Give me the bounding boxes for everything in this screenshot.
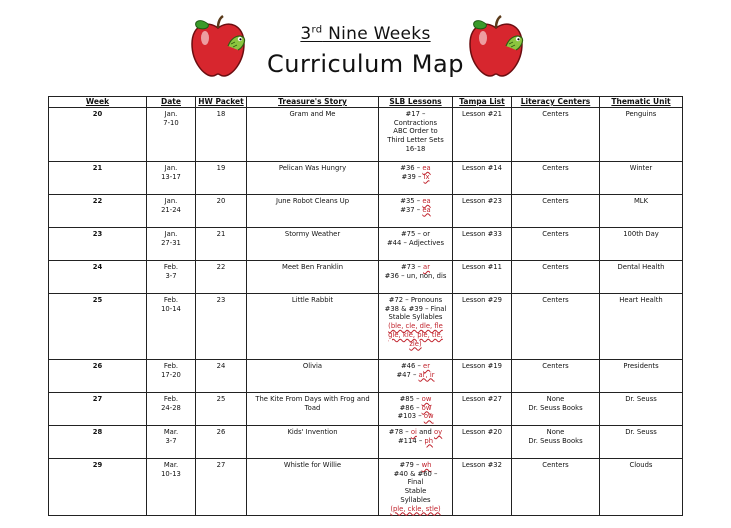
slb-lesson-text: Syllables [400,495,431,504]
literacy-center-item: Dr. Seuss Books [528,436,583,445]
tampa-list-cell [453,360,512,393]
slb-lesson-line [381,305,450,314]
slb-lesson-line [381,239,450,248]
slb-lessons-cell [379,459,453,516]
thematic-unit-cell [600,426,683,459]
literacy-center-item: Dr. Seuss Books [528,403,583,412]
slb-lesson-pattern: ea [422,164,431,172]
slb-lesson-line [381,145,450,154]
thematic-unit-name: Winter [629,164,653,172]
hw-packet-number: 27 [216,461,226,469]
thematic-unit-name: Dr. Seuss [625,428,657,436]
date-cell [147,261,196,294]
slb-lesson-text: Third Letter Sets [387,136,444,145]
week-number: 28 [92,428,103,436]
slb-lesson-text: #114 – [397,436,425,445]
literacy-centers-cell [512,108,600,162]
slb-lesson-line [381,478,450,487]
table-row [49,228,683,261]
literacy-center-item: Centers [542,164,569,172]
date-line: Jan. [164,110,178,118]
hw-packet-cell [196,108,247,162]
thematic-unit-name: Heart Health [619,296,663,304]
hw-packet-cell [196,195,247,228]
literacy-centers-cell [512,360,600,393]
literacy-center-item: None [546,428,565,436]
slb-lessons-cell [379,261,453,294]
thematic-unit-name: Clouds [629,461,653,469]
thematic-unit-name: Presidents [623,362,659,370]
tampa-lesson: Lesson #11 [462,263,502,271]
story-cell [247,393,379,426]
table-row [49,459,683,516]
slb-lesson-pattern: zle) [409,339,422,348]
week-cell [49,228,147,261]
table-body [49,108,683,516]
column-header-hw-packet: HW Packet [196,97,247,108]
column-header-literacy-centers: Literacy Centers [512,97,600,108]
tampa-lesson: Lesson #32 [462,461,502,469]
date-cell [147,459,196,516]
slb-lessons-cell [379,426,453,459]
tampa-list-cell [453,261,512,294]
curriculum-table [48,96,683,516]
week-number: 21 [92,164,103,172]
date-cell [147,108,196,162]
literacy-center-item: Centers [542,296,569,304]
slb-lesson-text: Stable [404,487,427,496]
week-number: 29 [92,461,103,469]
tampa-lesson: Lesson #19 [462,362,502,370]
date-line: Mar. [163,461,179,469]
column-header-story: Treasure's Story [247,97,379,108]
tampa-list-cell [453,393,512,426]
week-number: 25 [92,296,103,304]
literacy-center-item: Centers [542,230,569,238]
hw-packet-number: 22 [216,263,226,271]
thematic-unit-cell [600,459,683,516]
hw-packet-number: 21 [216,230,226,238]
slb-lesson-line [381,412,450,421]
story-title: Pelican Was Hungry [278,164,347,172]
tampa-lesson: Lesson #27 [462,395,502,403]
slb-lesson-line [381,206,450,215]
column-header-slb-lessons: SLB Lessons [379,97,453,108]
literacy-centers-cell [512,261,600,294]
table-header-row [49,97,683,108]
slb-lesson-line [381,164,450,173]
slb-lesson-pattern: ar [423,263,431,271]
slb-lessons-cell [379,294,453,360]
slb-lesson-pattern: ar, ir [418,370,435,379]
hw-packet-number: 18 [216,110,226,118]
thematic-unit-cell [600,393,683,426]
thematic-unit-cell [600,108,683,162]
slb-lessons-cell [379,228,453,261]
story-title: Little Rabbit [291,296,334,304]
literacy-centers-cell [512,426,600,459]
slb-lessons-cell [379,360,453,393]
slb-lesson-line [381,428,450,437]
thematic-unit-cell [600,195,683,228]
slb-lesson-pattern: er [423,362,431,370]
page-header [0,0,731,96]
slb-lesson-text: #36 – [400,164,423,172]
date-line: 17-20 [161,370,181,379]
week-cell [49,426,147,459]
hw-packet-number: 23 [216,296,226,304]
tampa-list-cell [453,108,512,162]
week-cell [49,459,147,516]
literacy-centers-cell [512,393,600,426]
date-cell [147,228,196,261]
date-cell [147,426,196,459]
date-line: Jan. [164,197,178,205]
hw-packet-number: 24 [216,362,226,370]
slb-lesson-pattern: ow [421,395,432,403]
date-line: 3-7 [165,271,177,280]
column-header-thematic-unit: Thematic Unit [600,97,683,108]
week-cell [49,393,147,426]
tampa-list-cell [453,459,512,516]
slb-lesson-pattern: ow [421,403,432,412]
story-cell [247,261,379,294]
slb-lesson-pattern: wh [421,461,432,469]
story-cell [247,162,379,195]
story-cell [247,108,379,162]
tampa-lesson: Lesson #29 [462,296,502,304]
date-line: Jan. [164,230,178,238]
slb-lesson-text: ABC Order to [393,127,438,136]
slb-lesson-text: #103 – [397,412,424,421]
week-cell [49,162,147,195]
week-cell [49,360,147,393]
hw-packet-cell [196,228,247,261]
slb-lesson-text: #75 – or [400,230,431,238]
column-header-tampa-list: Tampa List [453,97,512,108]
slb-lesson-text: #40 & #60 – [393,469,438,478]
hw-packet-cell [196,261,247,294]
slb-lesson-line [381,110,450,119]
thematic-unit-cell [600,294,683,360]
thematic-unit-name: Penguins [625,110,657,118]
column-header-week: Week [49,97,147,108]
story-title: Kids' Invention [287,428,338,436]
literacy-center-item: Centers [542,110,569,118]
slb-lesson-text: #72 – Pronouns [388,296,443,304]
slb-lesson-text: #35 – [400,197,423,205]
slb-lesson-line [381,331,450,340]
slb-lesson-line [381,322,450,331]
date-line: 27-31 [161,238,181,247]
date-line: Feb. [163,263,179,271]
tampa-list-cell [453,426,512,459]
slb-lesson-text: Final [407,478,424,487]
slb-lesson-line [381,136,450,145]
hw-packet-cell [196,459,247,516]
week-number: 27 [92,395,103,403]
slb-lesson-pattern: ix [423,172,430,181]
slb-lesson-text: #38 & #39 – Final [384,304,447,313]
slb-lessons-cell [379,162,453,195]
slb-lesson-line [381,230,450,239]
slb-lesson-line [381,437,450,446]
literacy-center-item: Centers [542,362,569,370]
table-row [49,108,683,162]
slb-lesson-text: #73 – [400,263,424,271]
literacy-centers-cell [512,228,600,261]
slb-lesson-line [381,197,450,206]
slb-lesson-text: 16-18 [405,144,426,153]
week-cell [49,108,147,162]
literacy-centers-cell [512,294,600,360]
slb-lesson-line [381,296,450,305]
slb-lesson-text: Contractions [393,118,438,127]
slb-lesson-text: #46 – [400,362,424,370]
slb-lesson-text: and [416,428,435,436]
slb-lesson-line [381,461,450,470]
tampa-lesson: Lesson #33 [462,230,502,238]
thematic-unit-name: 100th Day [623,230,659,238]
slb-lesson-pattern: ow [423,412,434,421]
story-cell [247,228,379,261]
date-cell [147,294,196,360]
hw-packet-number: 19 [216,164,226,172]
story-title: Meet Ben Franklin [281,263,344,271]
date-line: Feb. [163,296,179,304]
slb-lesson-text: #85 – [399,395,422,403]
slb-lesson-pattern: gle, kle, ple, tle, [388,330,443,339]
table-row [49,195,683,228]
thematic-unit-cell [600,360,683,393]
slb-lesson-text: #78 – [388,428,411,436]
date-line: 10-14 [161,304,181,313]
page-title: Curriculum Map [267,50,464,78]
slb-lesson-text: #39 – [401,172,424,181]
thematic-unit-name: Dr. Seuss [625,395,657,403]
tampa-lesson: Lesson #23 [462,197,502,205]
slb-lesson-text: #17 – [405,110,426,118]
slb-lesson-line [381,404,450,413]
hw-packet-cell [196,162,247,195]
week-cell [49,294,147,360]
slb-lesson-text: #37 – [400,205,423,214]
date-cell [147,162,196,195]
date-line: Feb. [163,395,179,403]
story-cell [247,360,379,393]
slb-lesson-line [381,272,450,281]
date-line: 7-10 [163,118,179,127]
column-header-date: Date [147,97,196,108]
tampa-list-cell [453,294,512,360]
slb-lesson-line [381,371,450,380]
hw-packet-number: 25 [216,395,226,403]
slb-lesson-text: #86 – [399,403,422,412]
tampa-list-cell [453,195,512,228]
date-line: 13-17 [161,172,181,181]
slb-lesson-line [381,496,450,505]
story-cell [247,294,379,360]
story-cell [247,195,379,228]
story-title: Gram and Me [289,110,336,118]
slb-lesson-pattern: ea [422,197,431,205]
literacy-centers-cell [512,195,600,228]
week-number: 26 [92,362,103,370]
thematic-unit-cell [600,228,683,261]
slb-lessons-cell [379,108,453,162]
slb-lesson-line [381,313,450,322]
page-subtitle: 3rd Nine Weeks [300,24,431,44]
date-line: 10-13 [161,469,181,478]
slb-lesson-pattern: oi [410,428,417,436]
slb-lesson-text: #47 – [396,370,419,379]
slb-lesson-line [381,505,450,514]
slb-lesson-pattern: (ple, ckle, stle) [390,504,441,513]
slb-lesson-line [381,119,450,128]
table-row [49,294,683,360]
date-line: Jan. [164,164,178,172]
table-row [49,261,683,294]
thematic-unit-name: Dental Health [617,263,665,271]
hw-packet-cell [196,393,247,426]
slb-lesson-line [381,263,450,272]
slb-lesson-line [381,173,450,182]
tampa-lesson: Lesson #14 [462,164,502,172]
slb-lesson-text: #36 – un, non, dis [384,271,447,280]
hw-packet-cell [196,360,247,393]
slb-lesson-line [381,395,450,404]
slb-lesson-text: Stable Syllables [388,313,443,322]
week-cell [49,195,147,228]
slb-lesson-pattern: ea [422,205,431,214]
week-number: 20 [92,110,103,118]
tampa-list-cell [453,162,512,195]
literacy-centers-cell [512,162,600,195]
slb-lesson-line [381,127,450,136]
story-title: June Robot Cleans Up [275,197,350,205]
literacy-center-item: None [546,395,565,403]
table-row [49,360,683,393]
slb-lesson-line [381,362,450,371]
table-row [49,162,683,195]
date-line: Feb. [163,362,179,370]
table-row [49,393,683,426]
tampa-lesson: Lesson #21 [462,110,502,118]
story-cell [247,426,379,459]
story-cell [247,459,379,516]
story-title: Whistle for Willie [283,461,342,469]
slb-lesson-pattern: oy [434,428,443,436]
week-cell [49,261,147,294]
slb-lesson-text: #44 – Adjectives [386,238,444,247]
literacy-center-item: Centers [542,197,569,205]
hw-packet-cell [196,294,247,360]
date-line: 24-28 [161,403,181,412]
table-row [49,426,683,459]
literacy-center-item: Centers [542,263,569,271]
hw-packet-number: 20 [216,197,226,205]
week-number: 23 [92,230,103,238]
date-cell [147,195,196,228]
thematic-unit-cell [600,261,683,294]
story-title: Stormy Weather [284,230,341,238]
story-title: Olivia [302,362,323,370]
thematic-unit-name: MLK [633,197,649,205]
literacy-centers-cell [512,459,600,516]
slb-lesson-line [381,340,450,349]
date-line: 21-24 [161,205,181,214]
literacy-center-item: Centers [542,461,569,469]
slb-lessons-cell [379,195,453,228]
week-number: 22 [92,197,103,205]
slb-lesson-line [381,470,450,479]
slb-lesson-pattern: (ble, cle, dle, fle [388,322,443,331]
story-title: The Kite From Days with Frog and Toad [255,395,370,412]
slb-lesson-text: #79 – [399,461,422,469]
hw-packet-number: 26 [216,428,226,436]
hw-packet-cell [196,426,247,459]
slb-lesson-pattern: ph [424,436,433,445]
date-line: Mar. [163,428,179,436]
tampa-lesson: Lesson #20 [462,428,502,436]
date-cell [147,393,196,426]
date-line: 3-7 [165,436,177,445]
thematic-unit-cell [600,162,683,195]
tampa-list-cell [453,228,512,261]
week-number: 24 [92,263,103,271]
date-cell [147,360,196,393]
slb-lessons-cell [379,393,453,426]
slb-lesson-line [381,487,450,496]
